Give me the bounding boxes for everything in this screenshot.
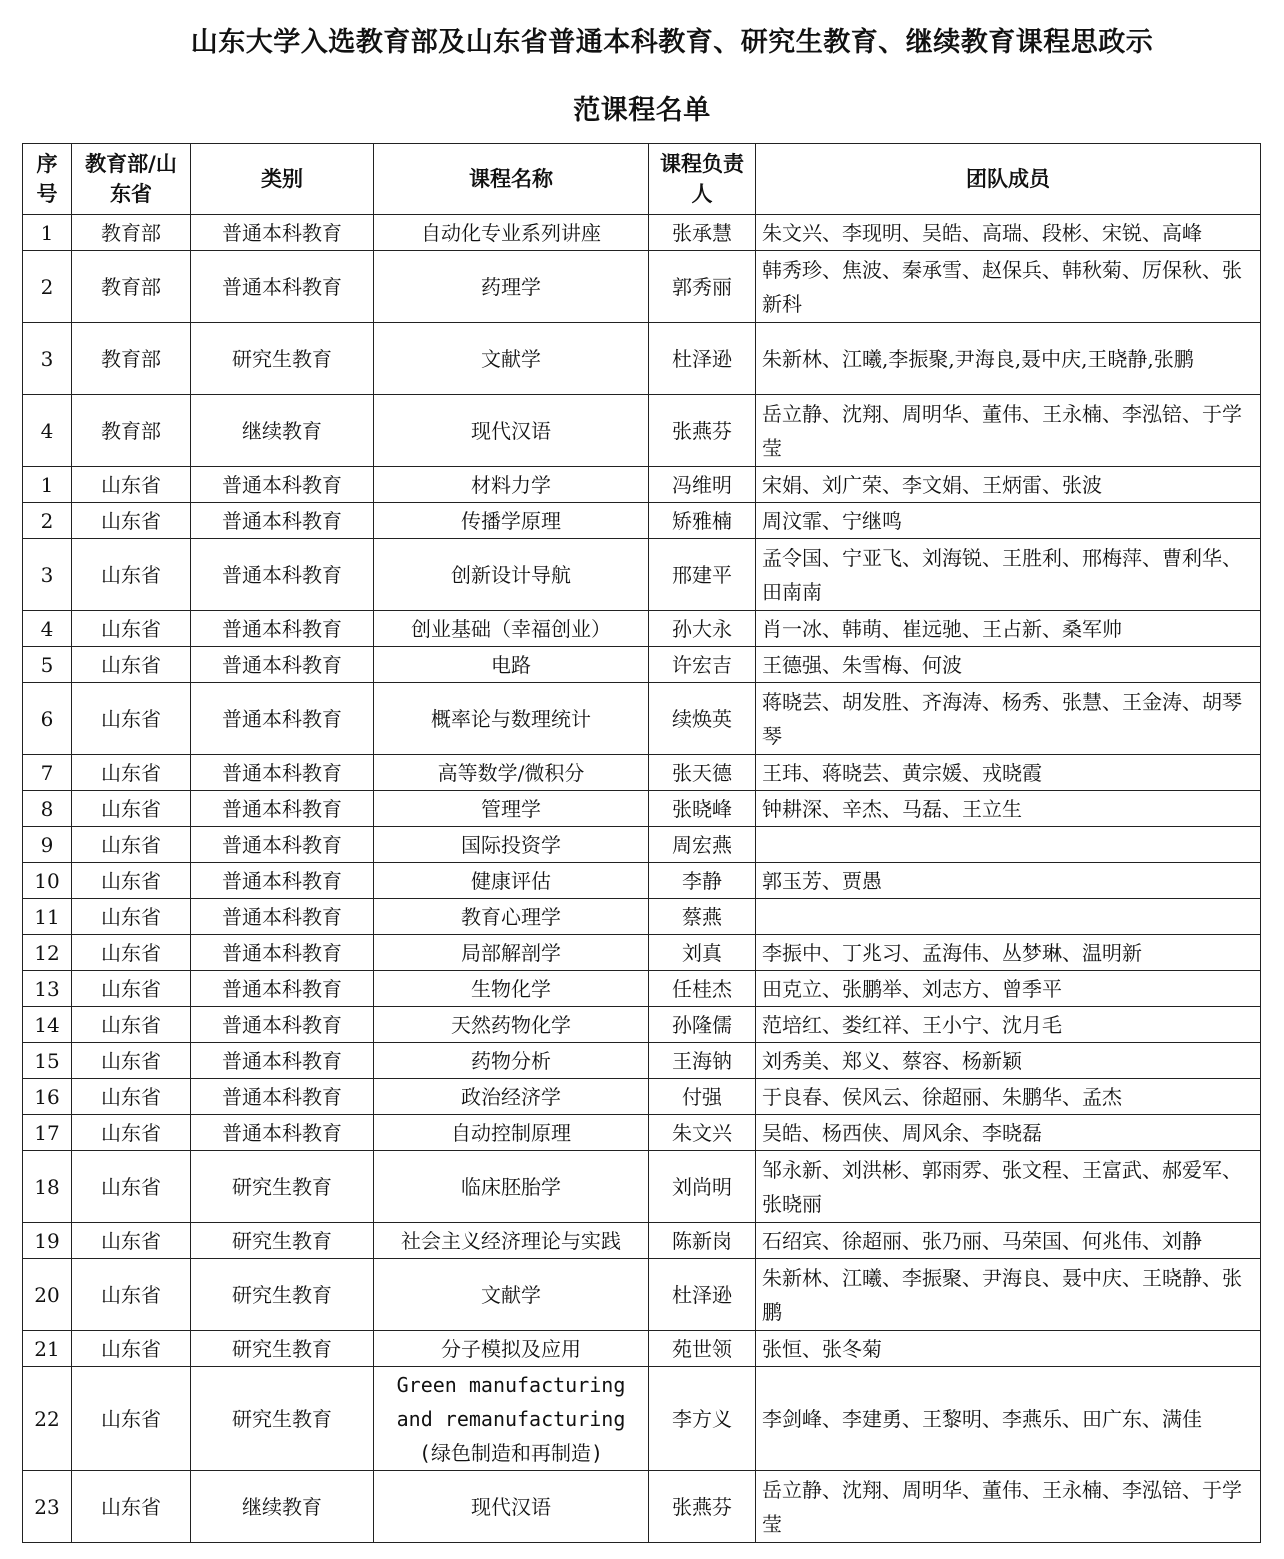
cell-level: 山东省 bbox=[72, 647, 191, 683]
cell-team: 王玮、蒋晓芸、黄宗媛、戎晓霞 bbox=[756, 755, 1261, 791]
cell-leader: 张燕芬 bbox=[649, 1471, 756, 1543]
cell-no: 5 bbox=[23, 647, 72, 683]
cell-level: 山东省 bbox=[72, 539, 191, 611]
cell-category: 普通本科教育 bbox=[191, 215, 374, 251]
table-row bbox=[23, 1471, 1261, 1543]
cell-level: 山东省 bbox=[72, 899, 191, 935]
cell-team: 郭玉芳、贾愚 bbox=[756, 863, 1261, 899]
table-row bbox=[23, 683, 1261, 755]
cell-team: 宋娟、刘广荣、李文娟、王炳雷、张波 bbox=[756, 467, 1261, 503]
cell-category: 继续教育 bbox=[191, 1471, 374, 1543]
cell-level: 山东省 bbox=[72, 863, 191, 899]
cell-course: 局部解剖学 bbox=[374, 935, 649, 971]
table-row bbox=[23, 1367, 1261, 1471]
cell-level: 山东省 bbox=[72, 935, 191, 971]
cell-course: 天然药物化学 bbox=[374, 1007, 649, 1043]
cell-leader: 李方义 bbox=[649, 1367, 756, 1471]
cell-level: 山东省 bbox=[72, 755, 191, 791]
cell-no: 2 bbox=[23, 503, 72, 539]
cell-course: 分子模拟及应用 bbox=[374, 1331, 649, 1367]
cell-no: 12 bbox=[23, 935, 72, 971]
cell-no: 11 bbox=[23, 899, 72, 935]
cell-team: 吴皓、杨西侠、周风余、李晓磊 bbox=[756, 1115, 1261, 1151]
cell-course: 政治经济学 bbox=[374, 1079, 649, 1115]
cell-no: 19 bbox=[23, 1223, 72, 1259]
table-row bbox=[23, 791, 1261, 827]
cell-team: 田克立、张鹏举、刘志方、曾季平 bbox=[756, 971, 1261, 1007]
header-category: 类别 bbox=[191, 144, 374, 215]
cell-course: 创新设计导航 bbox=[374, 539, 649, 611]
cell-category: 普通本科教育 bbox=[191, 647, 374, 683]
cell-category: 研究生教育 bbox=[191, 1223, 374, 1259]
cell-leader: 矫雅楠 bbox=[649, 503, 756, 539]
cell-level: 教育部 bbox=[72, 251, 191, 323]
cell-leader: 刘真 bbox=[649, 935, 756, 971]
cell-no: 15 bbox=[23, 1043, 72, 1079]
cell-category: 普通本科教育 bbox=[191, 1007, 374, 1043]
cell-no: 1 bbox=[23, 467, 72, 503]
cell-level: 山东省 bbox=[72, 1043, 191, 1079]
cell-level: 山东省 bbox=[72, 1331, 191, 1367]
cell-leader: 苑世领 bbox=[649, 1331, 756, 1367]
table-row bbox=[23, 899, 1261, 935]
cell-level: 山东省 bbox=[72, 791, 191, 827]
cell-team: 肖一冰、韩萌、崔远驰、王占新、桑军帅 bbox=[756, 611, 1261, 647]
cell-no: 22 bbox=[23, 1367, 72, 1471]
table-row bbox=[23, 1223, 1261, 1259]
cell-leader: 张晓峰 bbox=[649, 791, 756, 827]
cell-team: 孟令国、宁亚飞、刘海锐、王胜利、邢梅萍、曹利华、田南南 bbox=[756, 539, 1261, 611]
cell-course: 文献学 bbox=[374, 323, 649, 395]
cell-no: 21 bbox=[23, 1331, 72, 1367]
cell-leader: 陈新岗 bbox=[649, 1223, 756, 1259]
cell-course: 教育心理学 bbox=[374, 899, 649, 935]
cell-team: 于良春、侯风云、徐超丽、朱鹏华、孟杰 bbox=[756, 1079, 1261, 1115]
table-row bbox=[23, 215, 1261, 251]
cell-team bbox=[756, 827, 1261, 863]
cell-no: 23 bbox=[23, 1471, 72, 1543]
table-row bbox=[23, 935, 1261, 971]
cell-team: 岳立静、沈翔、周明华、董伟、王永楠、李泓锫、于学莹 bbox=[756, 395, 1261, 467]
table-row bbox=[23, 395, 1261, 467]
cell-course: Green manufacturing and remanufacturing (绿色制造和再制造) bbox=[374, 1367, 649, 1471]
cell-leader: 付强 bbox=[649, 1079, 756, 1115]
cell-category: 普通本科教育 bbox=[191, 935, 374, 971]
cell-level: 山东省 bbox=[72, 1079, 191, 1115]
course-list-table bbox=[22, 143, 1261, 1543]
cell-no: 3 bbox=[23, 539, 72, 611]
cell-leader: 张燕芬 bbox=[649, 395, 756, 467]
cell-level: 教育部 bbox=[72, 215, 191, 251]
cell-level: 山东省 bbox=[72, 503, 191, 539]
cell-team: 岳立静、沈翔、周明华、董伟、王永楠、李泓锫、于学莹 bbox=[756, 1471, 1261, 1543]
table-row bbox=[23, 1151, 1261, 1223]
cell-level: 教育部 bbox=[72, 323, 191, 395]
cell-course: 概率论与数理统计 bbox=[374, 683, 649, 755]
table-row bbox=[23, 1115, 1261, 1151]
cell-leader: 续焕英 bbox=[649, 683, 756, 755]
cell-level: 教育部 bbox=[72, 395, 191, 467]
cell-leader: 蔡燕 bbox=[649, 899, 756, 935]
cell-level: 山东省 bbox=[72, 1471, 191, 1543]
cell-category: 普通本科教育 bbox=[191, 539, 374, 611]
cell-leader: 王海钠 bbox=[649, 1043, 756, 1079]
cell-course: 自动化专业系列讲座 bbox=[374, 215, 649, 251]
table-row bbox=[23, 755, 1261, 791]
cell-level: 山东省 bbox=[72, 683, 191, 755]
cell-category: 普通本科教育 bbox=[191, 863, 374, 899]
cell-leader: 周宏燕 bbox=[649, 827, 756, 863]
cell-no: 1 bbox=[23, 215, 72, 251]
cell-course: 自动控制原理 bbox=[374, 1115, 649, 1151]
cell-team: 张恒、张冬菊 bbox=[756, 1331, 1261, 1367]
cell-no: 17 bbox=[23, 1115, 72, 1151]
table-row bbox=[23, 827, 1261, 863]
cell-level: 山东省 bbox=[72, 1223, 191, 1259]
cell-team: 邹永新、刘洪彬、郭雨雰、张文程、王富武、郝爱军、张晓丽 bbox=[756, 1151, 1261, 1223]
cell-team: 朱新林、江曦,李振聚,尹海良,聂中庆,王晓静,张鹏 bbox=[756, 323, 1261, 395]
table-row bbox=[23, 647, 1261, 683]
cell-course: 药物分析 bbox=[374, 1043, 649, 1079]
cell-category: 研究生教育 bbox=[191, 1367, 374, 1471]
cell-team: 李剑峰、李建勇、王黎明、李燕乐、田广东、满佳 bbox=[756, 1367, 1261, 1471]
cell-course: 传播学原理 bbox=[374, 503, 649, 539]
cell-leader: 邢建平 bbox=[649, 539, 756, 611]
cell-category: 普通本科教育 bbox=[191, 1079, 374, 1115]
cell-level: 山东省 bbox=[72, 1259, 191, 1331]
cell-team: 石绍宾、徐超丽、张乃丽、马荣国、何兆伟、刘静 bbox=[756, 1223, 1261, 1259]
cell-course: 药理学 bbox=[374, 251, 649, 323]
cell-no: 16 bbox=[23, 1079, 72, 1115]
cell-course: 临床胚胎学 bbox=[374, 1151, 649, 1223]
table-row bbox=[23, 251, 1261, 323]
cell-course: 现代汉语 bbox=[374, 395, 649, 467]
cell-course: 材料力学 bbox=[374, 467, 649, 503]
cell-level: 山东省 bbox=[72, 1367, 191, 1471]
cell-category: 研究生教育 bbox=[191, 1151, 374, 1223]
cell-team: 钟耕深、辛杰、马磊、王立生 bbox=[756, 791, 1261, 827]
cell-category: 普通本科教育 bbox=[191, 683, 374, 755]
cell-level: 山东省 bbox=[72, 1115, 191, 1151]
cell-level: 山东省 bbox=[72, 611, 191, 647]
document-title-line-1: 山东大学入选教育部及山东省普通本科教育、研究生教育、继续教育课程思政示 bbox=[190, 27, 1154, 58]
cell-no: 14 bbox=[23, 1007, 72, 1043]
table-row bbox=[23, 1043, 1261, 1079]
cell-leader: 刘尚明 bbox=[649, 1151, 756, 1223]
cell-category: 普通本科教育 bbox=[191, 827, 374, 863]
cell-leader: 许宏吉 bbox=[649, 647, 756, 683]
table-row bbox=[23, 539, 1261, 611]
cell-team: 朱文兴、李现明、吴皓、高瑞、段彬、宋锐、高峰 bbox=[756, 215, 1261, 251]
cell-no: 2 bbox=[23, 251, 72, 323]
cell-level: 山东省 bbox=[72, 467, 191, 503]
table-row bbox=[23, 611, 1261, 647]
table-row bbox=[23, 1331, 1261, 1367]
cell-leader: 朱文兴 bbox=[649, 1115, 756, 1151]
header-team: 团队成员 bbox=[756, 144, 1261, 215]
cell-course: 高等数学/微积分 bbox=[374, 755, 649, 791]
cell-leader: 孙大永 bbox=[649, 611, 756, 647]
cell-no: 20 bbox=[23, 1259, 72, 1331]
cell-leader: 冯维明 bbox=[649, 467, 756, 503]
header-course: 课程名称 bbox=[374, 144, 649, 215]
table-row bbox=[23, 863, 1261, 899]
cell-team: 李振中、丁兆习、孟海伟、丛梦琳、温明新 bbox=[756, 935, 1261, 971]
cell-no: 7 bbox=[23, 755, 72, 791]
cell-category: 普通本科教育 bbox=[191, 755, 374, 791]
table-row bbox=[23, 1259, 1261, 1331]
cell-no: 8 bbox=[23, 791, 72, 827]
cell-course: 社会主义经济理论与实践 bbox=[374, 1223, 649, 1259]
cell-team bbox=[756, 899, 1261, 935]
cell-no: 10 bbox=[23, 863, 72, 899]
header-leader: 课程负责人 bbox=[649, 144, 756, 215]
cell-team: 朱新林、江曦、李振聚、尹海良、聂中庆、王晓静、张鹏 bbox=[756, 1259, 1261, 1331]
cell-category: 研究生教育 bbox=[191, 1259, 374, 1331]
cell-category: 普通本科教育 bbox=[191, 251, 374, 323]
cell-leader: 张承慧 bbox=[649, 215, 756, 251]
cell-no: 4 bbox=[23, 395, 72, 467]
cell-category: 普通本科教育 bbox=[191, 467, 374, 503]
cell-course: 管理学 bbox=[374, 791, 649, 827]
cell-no: 13 bbox=[23, 971, 72, 1007]
cell-course: 生物化学 bbox=[374, 971, 649, 1007]
header-level: 教育部/山东省 bbox=[72, 144, 191, 215]
cell-level: 山东省 bbox=[72, 971, 191, 1007]
cell-category: 研究生教育 bbox=[191, 1331, 374, 1367]
cell-course: 创业基础（幸福创业） bbox=[374, 611, 649, 647]
cell-level: 山东省 bbox=[72, 1151, 191, 1223]
cell-leader: 杜泽逊 bbox=[649, 1259, 756, 1331]
table-row bbox=[23, 1007, 1261, 1043]
cell-leader: 郭秀丽 bbox=[649, 251, 756, 323]
cell-level: 山东省 bbox=[72, 827, 191, 863]
cell-category: 研究生教育 bbox=[191, 323, 374, 395]
cell-category: 普通本科教育 bbox=[191, 899, 374, 935]
table-body bbox=[23, 215, 1261, 1543]
table-row bbox=[23, 323, 1261, 395]
cell-category: 普通本科教育 bbox=[191, 971, 374, 1007]
table-row bbox=[23, 503, 1261, 539]
cell-team: 刘秀美、郑义、蔡容、杨新颖 bbox=[756, 1043, 1261, 1079]
cell-course: 电路 bbox=[374, 647, 649, 683]
cell-category: 继续教育 bbox=[191, 395, 374, 467]
cell-team: 范培红、娄红祥、王小宁、沈月毛 bbox=[756, 1007, 1261, 1043]
cell-level: 山东省 bbox=[72, 1007, 191, 1043]
cell-no: 18 bbox=[23, 1151, 72, 1223]
cell-leader: 任桂杰 bbox=[649, 971, 756, 1007]
cell-category: 普通本科教育 bbox=[191, 1115, 374, 1151]
cell-no: 4 bbox=[23, 611, 72, 647]
table-row bbox=[23, 971, 1261, 1007]
cell-category: 普通本科教育 bbox=[191, 791, 374, 827]
table-header-row bbox=[23, 144, 1261, 215]
table-row bbox=[23, 467, 1261, 503]
header-no: 序号 bbox=[23, 144, 72, 215]
cell-course: 现代汉语 bbox=[374, 1471, 649, 1543]
cell-course: 国际投资学 bbox=[374, 827, 649, 863]
cell-team: 周汶霏、宁继鸣 bbox=[756, 503, 1261, 539]
cell-leader: 孙隆儒 bbox=[649, 1007, 756, 1043]
document-title-line-2: 范课程名单 bbox=[573, 95, 711, 126]
cell-leader: 杜泽逊 bbox=[649, 323, 756, 395]
cell-team: 王德强、朱雪梅、何波 bbox=[756, 647, 1261, 683]
cell-team: 蒋晓芸、胡发胜、齐海涛、杨秀、张慧、王金涛、胡琴琴 bbox=[756, 683, 1261, 755]
cell-team: 韩秀珍、焦波、秦承雪、赵保兵、韩秋菊、厉保秋、张新科 bbox=[756, 251, 1261, 323]
cell-course: 健康评估 bbox=[374, 863, 649, 899]
cell-category: 普通本科教育 bbox=[191, 611, 374, 647]
cell-no: 3 bbox=[23, 323, 72, 395]
cell-no: 9 bbox=[23, 827, 72, 863]
cell-leader: 李静 bbox=[649, 863, 756, 899]
cell-course: 文献学 bbox=[374, 1259, 649, 1331]
cell-leader: 张天德 bbox=[649, 755, 756, 791]
cell-category: 普通本科教育 bbox=[191, 503, 374, 539]
table-row bbox=[23, 1079, 1261, 1115]
cell-no: 6 bbox=[23, 683, 72, 755]
cell-category: 普通本科教育 bbox=[191, 1043, 374, 1079]
